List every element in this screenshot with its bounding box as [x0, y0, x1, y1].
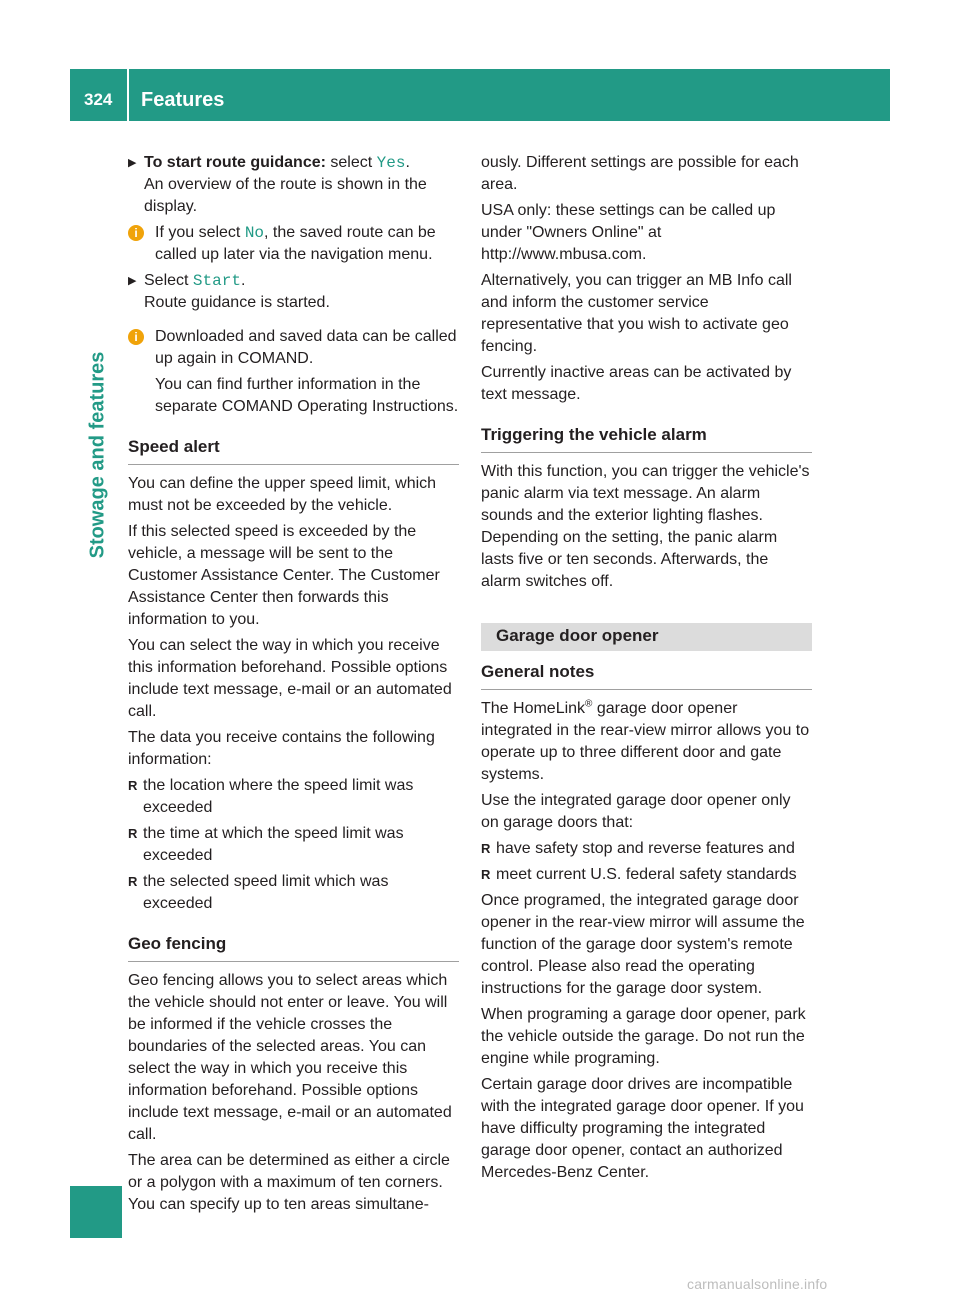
note-text: If you select: [155, 224, 245, 241]
bullet-mark-icon: R: [128, 778, 138, 793]
paragraph: ously. Different settings are possible for each area.: [481, 154, 799, 193]
paragraph: USA only: these settings can be called up under "Owners Online" at http://www.mbusa.com.: [481, 202, 776, 263]
heading-general-notes: General notes: [481, 661, 812, 690]
paragraph-text: The HomeLink: [481, 700, 586, 717]
display-text-start: Start: [192, 272, 241, 290]
step-result: An overview of the route is shown in the display.: [144, 176, 427, 215]
info-icon: i: [128, 329, 144, 345]
info-note: [128, 222, 459, 266]
side-tab-marker: [70, 1186, 122, 1238]
bullet-mark-icon: R: [128, 874, 138, 889]
list-item: [128, 775, 459, 819]
list-item: [481, 838, 812, 860]
info-note: [128, 326, 459, 418]
registered-mark: ®: [585, 698, 593, 710]
heading-geo-fencing: Geo fencing: [128, 933, 459, 962]
step-text: .: [405, 154, 410, 171]
paragraph: Currently inactive areas can be activated by text message.: [481, 364, 792, 403]
bullet-mark-icon: R: [481, 867, 491, 882]
list-item: [128, 823, 459, 867]
page-number: 324: [84, 90, 113, 109]
heading-vehicle-alarm: Triggering the vehicle alarm: [481, 424, 812, 453]
paragraph: The area can be determined as either a circle or a polygon with a maximum of ten corners. You can specify up to ten areas simultane-: [128, 1152, 450, 1213]
heading-speed-alert: Speed alert: [128, 436, 459, 465]
paragraph: Certain garage door drives are incompatible with the integrated garage door opener. If you have difficulty programing the integrated garage door opener, contact an authorized Mercedes-Benz Center.: [481, 1076, 804, 1181]
list-item-text: the time at which the speed limit was exceeded: [143, 825, 404, 864]
left-column: [128, 152, 459, 1220]
paragraph: When programing a garage door opener, park the vehicle outside the garage. Do not run the engine while programing.: [481, 1006, 806, 1067]
list-item: [481, 864, 812, 886]
step-arrow-icon: ▶: [128, 275, 137, 287]
paragraph: [481, 698, 812, 786]
step-arrow-icon: ▶: [128, 157, 137, 169]
paragraph: With this function, you can trigger the vehicle's panic alarm via text message. An alarm sounds and the exterior lighting flashes. Depending on the setting, the panic alarm lasts five or ten seconds. Afterwards, the alarm switches off.: [481, 463, 810, 590]
paragraph: Geo fencing allows you to select areas which the vehicle should not enter or leave. You will be informed if the vehicle crosses the boundaries of the selected areas. You can select the way in which you receive this information beforehand. Possible options include text message, e-mail or an automated call.: [128, 972, 452, 1143]
header-divider: [127, 69, 129, 121]
list-item: [128, 871, 459, 915]
right-column: [481, 152, 812, 1188]
paragraph: The data you receive contains the following information:: [128, 729, 435, 768]
bullet-mark-icon: R: [481, 841, 491, 856]
note-text: Downloaded and saved data can be called up again in COMAND.: [155, 328, 457, 367]
paragraph: If this selected speed is exceeded by the vehicle, a message will be sent to the Customer Assistance Center. The Customer Assistance Center then forwards this information to you.: [128, 523, 440, 628]
step-text: select: [325, 154, 377, 171]
list-item-text: have safety stop and reverse features and: [496, 840, 795, 857]
section-band-garage-door-opener: Garage door opener: [481, 623, 812, 651]
list-item-text: meet current U.S. federal safety standards: [496, 866, 797, 883]
instruction-step: [128, 152, 459, 218]
bullet-mark-icon: R: [128, 826, 138, 841]
paragraph: Alternatively, you can trigger an MB Info call and inform the customer service representative that you wish to activate geo fencing.: [481, 272, 792, 355]
info-icon: i: [128, 225, 144, 241]
side-tab-label: Stowage and features: [86, 351, 109, 559]
list-item-text: the location where the speed limit was exceeded: [143, 777, 414, 816]
note-text: , the saved route can be called up later via the navigation menu.: [155, 224, 436, 263]
step-result: Route guidance is started.: [144, 294, 330, 311]
step-text: Select: [144, 272, 193, 289]
instruction-step: [128, 270, 459, 314]
paragraph: Once programed, the integrated garage door opener in the rear-view mirror will assume the function of the garage door system's remote control. Please also read the operating instructions for the garage door system.: [481, 892, 805, 997]
note-text: You can find further information in the separate COMAND Operating Instructions.: [155, 376, 459, 415]
display-text-yes: Yes: [376, 154, 406, 172]
list-item-text: the selected speed limit which was exceeded: [143, 873, 389, 912]
paragraph: You can select the way in which you receive this information beforehand. Possible options include text message, e-mail or an automated call.: [128, 637, 452, 720]
display-text-no: No: [244, 224, 265, 242]
paragraph: You can define the upper speed limit, which must not be exceeded by the vehicle.: [128, 475, 437, 514]
section-title: Features: [141, 89, 225, 111]
step-text: .: [240, 272, 246, 289]
paragraph: Use the integrated garage door opener only on garage doors that:: [481, 792, 791, 831]
step-label: To start route guidance:: [144, 154, 326, 171]
footer-watermark: carmanualsonline.info: [687, 1276, 828, 1292]
paragraph-text: garage door opener integrated in the rear-view mirror allows you to operate up to three different door and gate systems.: [481, 700, 810, 783]
